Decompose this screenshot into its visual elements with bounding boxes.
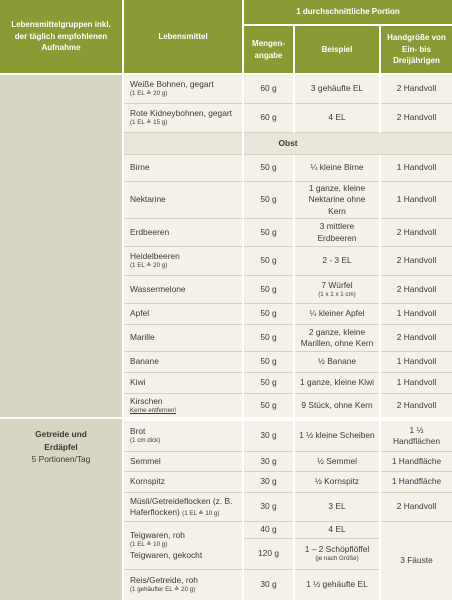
example-text: 1 – 2 Schöpflöffel [304, 544, 370, 555]
group-title-line1: Getreide und [35, 429, 87, 439]
hand-cell: 1 Handvoll [381, 155, 452, 182]
food-name: Teigwaren, roh [130, 529, 185, 540]
food-note: (1 gehäufter EL ≙ 20 g) [130, 586, 196, 594]
hand-cell: 2 Handvoll [381, 75, 452, 104]
column-divider [293, 155, 295, 600]
hand-cell: 1 Handvoll [381, 373, 452, 394]
food-note: (1 cm dick) [130, 437, 161, 445]
hand-cell: 2 Handvoll [381, 219, 452, 247]
amount-cell: 50 g [244, 247, 293, 276]
group-title-line2: Erdäpfel [44, 441, 78, 452]
hand-cell: 2 Handvoll [381, 247, 452, 276]
food-name: Semmel [130, 455, 161, 466]
food-note: (1 EL ≙ 20 g) [130, 262, 168, 270]
example-cell: 1 ganze, kleine Kiwi [295, 373, 379, 394]
example-cell: ½ Semmel [295, 452, 379, 472]
hand-cell: 1 Handvoll [381, 304, 452, 325]
example-note: (1 x 1 x 1 cm) [318, 290, 356, 298]
food-cell [124, 493, 242, 522]
hand-cell: 2 Handvoll [381, 325, 452, 352]
example-cell: ½ Banane [295, 352, 379, 373]
example-cell: ¼ kleine Birne [295, 155, 379, 182]
amount-cell: 50 g [244, 276, 293, 304]
food-cell [124, 104, 242, 133]
column-divider [122, 0, 124, 600]
hand-cell: 2 Handvoll [381, 394, 452, 419]
food-cell [124, 570, 242, 600]
group-label-grains [0, 428, 122, 466]
food-cell [124, 276, 242, 304]
example-cell [295, 276, 379, 304]
food-name: Birne [130, 162, 150, 173]
example-cell: 2 ganze, kleine Marillen, ohne Kern [295, 325, 379, 352]
example-cell: ½ Kornspitz [295, 472, 379, 493]
example-cell: ¼ kleiner Apfel [295, 304, 379, 325]
example-cell: 3 gehäufte EL [295, 75, 379, 104]
column-divider [379, 155, 381, 600]
header-group-col: Lebensmittelgruppen inkl. der täglich empfohlenen Aufnahme [0, 0, 122, 73]
example-cell: 3 mittlere Erdbeeren [295, 219, 379, 247]
food-cell [124, 155, 242, 182]
example-note: (je nach Größe) [315, 555, 359, 563]
example-cell: 2 - 3 EL [295, 247, 379, 276]
food-name-2: Teigwaren, gekocht [130, 549, 203, 560]
amount-cell: 50 g [244, 325, 293, 352]
example-cell: 1 ½ kleine Scheiben [295, 421, 379, 452]
hand-cell: 2 Handvoll [381, 104, 452, 133]
food-cell [124, 247, 242, 276]
food-name: Reis/Getreide, roh [130, 575, 198, 586]
food-name: Brot [130, 426, 146, 437]
amount-cell: 50 g [244, 373, 293, 394]
food-cell [124, 522, 242, 570]
food-cell [124, 75, 242, 104]
food-cell [124, 394, 242, 419]
food-name: Heidelbeeren [130, 251, 180, 262]
amount-cell: 50 g [244, 155, 293, 182]
group-cell-legumes [0, 75, 122, 417]
amount-cell: 30 g [244, 421, 293, 452]
header-example-col: Beispiel [295, 26, 379, 73]
example-cell: 3 EL [295, 493, 379, 522]
amount-cell: 60 g [244, 75, 293, 104]
food-name: Weiße Bohnen, gegart [130, 79, 214, 90]
example-cell: 9 Stück, ohne Kern [295, 394, 379, 419]
food-cell [124, 421, 242, 452]
subheader-obst: Obst [124, 133, 452, 155]
example-text: 7 Würfel [321, 279, 353, 290]
header-food-col: Lebensmittel [124, 0, 242, 73]
food-name: Rote Kidneybohnen, gegart [130, 108, 232, 119]
header-amount-col: Mengen-angabe [244, 26, 293, 73]
hand-cell: 1 Handvoll [381, 352, 452, 373]
example-cell: 1 ½ gehäufte EL [295, 570, 379, 600]
hand-cell: 1 Handvoll [381, 182, 452, 219]
food-cell [124, 219, 242, 247]
amount-cell: 30 g [244, 452, 293, 472]
hand-cell: 1 Handfläche [381, 452, 452, 472]
food-cell [124, 373, 242, 394]
column-divider [293, 26, 295, 133]
food-note: Kerne entfernen! [130, 407, 177, 415]
amount-cell: 30 g [244, 472, 293, 493]
food-name: Marille [130, 332, 155, 343]
food-name: Nektarine [130, 194, 166, 205]
food-cell [124, 452, 242, 472]
food-cell [124, 304, 242, 325]
example-cell: 1 ganze, kleine Nektarine ohne Kern [295, 182, 379, 219]
header-divider [0, 73, 452, 75]
food-note: (1 EL ≙ 20 g) [130, 90, 168, 98]
example-cell-2 [295, 539, 379, 570]
group-divider [0, 417, 452, 419]
column-divider [379, 26, 381, 133]
food-cell [124, 472, 242, 493]
hand-cell: 1 Handfläche [381, 472, 452, 493]
amount-cell: 40 g [244, 522, 293, 539]
food-name: Kornspitz [130, 476, 165, 487]
amount-cell: 50 g [244, 352, 293, 373]
amount-cell: 50 g [244, 304, 293, 325]
amount-cell: 30 g [244, 570, 293, 600]
amount-cell: 50 g [244, 182, 293, 219]
food-cell [124, 182, 242, 219]
amount-cell: 50 g [244, 394, 293, 419]
example-cell: 4 EL [295, 104, 379, 133]
hand-cell: 1 ½ Handflächen [381, 421, 452, 452]
food-name: Kiwi [130, 377, 146, 388]
header-divider [244, 24, 452, 26]
food-cell [124, 352, 242, 373]
food-name: Kirschen [130, 396, 163, 407]
header-hand-col: Handgröße von Ein- bis Dreijährigen [381, 26, 452, 73]
food-cell [124, 325, 242, 352]
food-note: (1 EL ≙ 10 g) [182, 509, 220, 517]
amount-cell: 60 g [244, 104, 293, 133]
hand-cell: 2 Handvoll [381, 493, 452, 522]
food-name: Banane [130, 356, 159, 367]
food-name: Wassermelone [130, 283, 186, 294]
amount-cell: 50 g [244, 219, 293, 247]
hand-cell: 3 Fäuste [381, 522, 452, 600]
food-name: Erdbeeren [130, 226, 170, 237]
food-note: (1 EL ≙ 15 g) [130, 119, 168, 127]
food-note: (1 EL ≙ 10 g) [130, 541, 168, 549]
food-name: Apfel [130, 308, 150, 319]
header-portion-col: 1 durchschnittliche Portion [244, 0, 452, 24]
hand-cell: 2 Handvoll [381, 276, 452, 304]
example-cell: 4 EL [295, 522, 379, 539]
group-portions: 5 Portionen/Tag [31, 454, 91, 465]
column-divider [242, 0, 244, 600]
amount-cell-2: 120 g [244, 539, 293, 570]
amount-cell: 30 g [244, 493, 293, 522]
food-name: Müsli/Getreideflocken (z. B. Haferflocken) [130, 495, 233, 517]
